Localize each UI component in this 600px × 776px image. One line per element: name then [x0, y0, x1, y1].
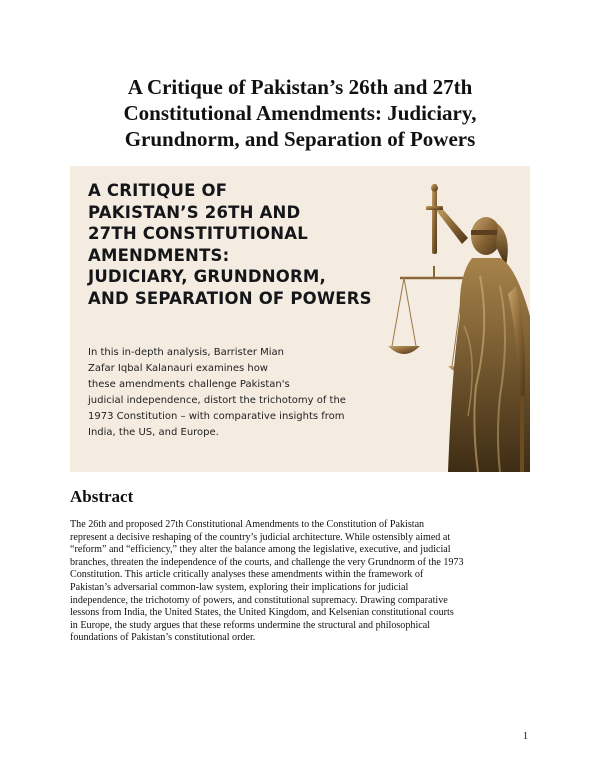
abstract-line: branches, threaten the independence of the courts, and challenge the very Grundnorm of the 1973 — [70, 556, 464, 568]
banner-text-line: India, the US, and Europe. — [88, 427, 219, 438]
banner-heading-line: AMENDMENTS: — [88, 245, 230, 265]
banner-heading-line: A CRITIQUE OF — [88, 181, 228, 200]
banner-heading-line: PAKISTAN’S 26TH AND — [88, 202, 301, 222]
abstract-paragraph — [70, 519, 540, 645]
banner-text-line: judicial independence, distort the trichotomy of the — [88, 395, 346, 406]
banner-heading-line: AND SEPARATION OF POWERS — [88, 288, 372, 308]
banner-heading-line: JUDICIARY, GRUNDNORM, — [88, 267, 327, 286]
banner-heading-line: 27TH CONSTITUTIONAL — [88, 224, 308, 243]
title-line: A Critique of Pakistan’s 26th and 27th — [127, 75, 473, 99]
lady-justice-statue-icon — [340, 166, 530, 472]
abstract-line: lessons from India, the United States, the United Kingdom, and Kelsenian constitutional courts — [70, 607, 454, 619]
banner-text-line: 1973 Constitution – with comparative insights from — [88, 411, 345, 422]
title-line: Grundnorm, and Separation of Powers — [124, 127, 476, 151]
abstract-line: “reform” and “efficiency,” they alter the balance among the legislative, executive, and judicial — [70, 544, 451, 556]
abstract-line: represent a decisive reshaping of the country’s judicial architecture. While ostensibly aimed at — [70, 531, 451, 543]
abstract-line: Pakistan’s adversarial common-law system, exploring their implications for judicial — [70, 581, 409, 593]
document-title — [40, 74, 560, 152]
abstract-line: The 26th and proposed 27th Constitutional Amendments to the Constitution of Pakistan — [70, 519, 425, 530]
page-number: 1 — [523, 731, 528, 742]
abstract-heading: Abstract — [70, 487, 134, 506]
abstract-line: independence, the trichotomy of powers, and constitutional supremacy. Drawing comparative — [70, 594, 448, 606]
cover-banner — [70, 166, 530, 472]
banner-text-line: In this in-depth analysis, Barrister Mian — [88, 347, 285, 358]
banner-text-line: these amendments challenge Pakistan's — [88, 379, 290, 390]
banner-text-line: Zafar Iqbal Kalanauri examines how — [88, 363, 268, 374]
title-line: Constitutional Amendments: Judiciary, — [123, 101, 477, 125]
abstract-line: in Europe, the study argues that these reforms undermine the structural and philosophical — [70, 619, 431, 631]
abstract-line: Constitution. This article critically analyses these amendments within the framework of — [70, 569, 424, 581]
abstract-line: foundations of Pakistan’s constitutional order. — [70, 632, 256, 644]
